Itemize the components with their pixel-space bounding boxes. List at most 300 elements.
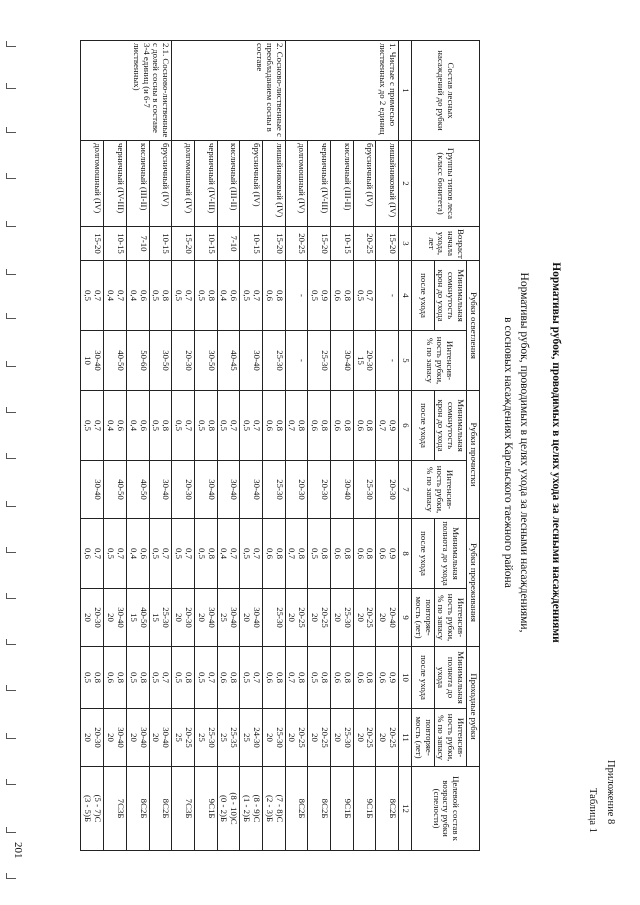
table-row: [104, 41, 127, 851]
value-cell: [194, 767, 217, 851]
value-cell: [285, 391, 308, 461]
value-cell: [104, 461, 127, 519]
start-age-cell: 15-20: [262, 227, 285, 261]
table-row: [308, 41, 331, 851]
cell-value: 0,8: [274, 548, 285, 560]
cell-value: 25-35: [229, 727, 240, 748]
cell-value: 0,5: [174, 672, 185, 684]
cell-value: 0,5: [310, 548, 321, 560]
cell-value: 20: [332, 613, 343, 622]
appendix-label: Приложение 8: [605, 760, 616, 825]
header-group-osvetlenie: Рубки осветления: [467, 261, 480, 391]
column-number: 3: [399, 227, 412, 261]
main-title: Нормативы рубок, проводимых в целях ухода за лесными насаждениями: [550, 262, 562, 643]
cell-value: 0,5: [242, 548, 253, 560]
value-cell: [81, 767, 104, 851]
cell-value: 0,7: [115, 548, 126, 560]
cell-value: 0,4: [219, 548, 230, 560]
cell-value: 20: [332, 733, 343, 742]
value-cell: [172, 461, 195, 519]
cell-value: 0,8: [93, 672, 104, 684]
cell-value: 30-40: [93, 350, 104, 371]
cell-value: 0,6: [310, 420, 321, 431]
cell-value: 0,4: [106, 290, 116, 301]
value-cell: [353, 519, 376, 589]
value-cell: [308, 331, 331, 391]
cell-value: 8С2Б: [138, 798, 149, 819]
subtitle-line-1: Нормативы рубок, проводимых в целях ухода за лесными насаждениями,: [518, 272, 530, 633]
header-group-prorezhivanie: Рубки прореживания: [467, 519, 480, 647]
value-cell: [104, 331, 127, 391]
forest-type-cell: брусничный (IV): [149, 141, 172, 227]
value-cell: [126, 767, 149, 851]
value-cell: [308, 391, 331, 461]
table-row: [240, 41, 263, 851]
cell-value: 0,7: [365, 290, 376, 301]
cell-value: 0,6: [264, 290, 275, 301]
start-age-cell: 10-15: [149, 227, 172, 261]
cell-value: 30-40: [342, 479, 353, 500]
value-cell: [217, 767, 240, 851]
cell-value: -: [388, 359, 399, 362]
value-cell: [240, 709, 263, 767]
table-row: [331, 41, 354, 851]
cell-value: 0,9: [320, 290, 331, 301]
value-cell: [262, 767, 285, 851]
cell-value: 0,8: [206, 548, 217, 560]
forest-type-cell: черничный (IV-III): [194, 141, 217, 227]
cell-value: 30-40: [161, 727, 172, 748]
cell-value: 0,5: [355, 290, 366, 301]
cell-value: 0,5: [106, 548, 116, 560]
header-intensity: Интенсив-ность рубки, % по запасу: [434, 589, 467, 647]
value-cell: [81, 647, 104, 709]
value-cell: [285, 461, 308, 519]
value-cell: [149, 461, 172, 519]
value-cell: [126, 709, 149, 767]
cell-value: 0,4: [128, 290, 139, 301]
cell-value: 20-25: [365, 727, 376, 748]
cell-value: 15: [128, 613, 139, 622]
cell-value: 0,6: [264, 420, 275, 431]
forest-type-cell: лишайниковый (IV): [262, 141, 285, 227]
cell-value: 0,7: [206, 672, 217, 684]
cell-value: 0,6: [264, 672, 275, 684]
value-cell: [81, 461, 104, 519]
header-intensity: Интенсив-ность рубки, % по запасу: [411, 331, 466, 391]
cell-value: 20: [310, 613, 321, 622]
cell-value: 15: [151, 613, 162, 622]
value-cell: [104, 589, 127, 647]
forest-type-cell: долгомошный (IV): [285, 141, 308, 227]
cell-value: 20: [174, 613, 185, 622]
value-cell: [262, 589, 285, 647]
value-cell: [126, 331, 149, 391]
value-cell: [376, 767, 399, 851]
start-age-cell: 15-20: [172, 227, 195, 261]
forest-type-cell: кисличный (III-II): [126, 141, 149, 227]
cell-value: 0,7: [93, 548, 104, 560]
cell-value: 8С2Б: [297, 798, 308, 819]
value-cell: [104, 709, 127, 767]
value-cell: [126, 461, 149, 519]
cell-value: 0,6: [332, 672, 343, 684]
value-cell: [172, 647, 195, 709]
value-cell: [172, 391, 195, 461]
value-cell: [285, 647, 308, 709]
cell-value: 0,8: [342, 672, 353, 684]
value-cell: [194, 709, 217, 767]
value-cell: [353, 767, 376, 851]
header-target-composition: Целевой состав к возрасту рубки (спелости): [411, 767, 479, 851]
value-cell: [240, 261, 263, 331]
cell-value: 0,6: [355, 548, 366, 560]
value-cell: [262, 709, 285, 767]
cell-value: 0,6: [332, 548, 343, 560]
value-cell: [308, 767, 331, 851]
value-cell: [126, 647, 149, 709]
cell-value: 0,5: [196, 672, 207, 684]
cell-value: 20-25: [388, 727, 399, 748]
value-cell: [149, 709, 172, 767]
cell-value: 25: [219, 613, 230, 622]
column-number: 7: [399, 461, 412, 519]
cell-value: 0,4: [128, 548, 139, 560]
value-cell: [172, 589, 195, 647]
cell-value: 0,8: [183, 672, 194, 684]
value-cell: [331, 589, 354, 647]
start-age-cell: 10-15: [240, 227, 263, 261]
header-group-prohodnye: Проходные рубки: [467, 647, 480, 767]
value-cell: [104, 647, 127, 709]
cell-value: 0,8: [229, 672, 240, 684]
value-cell: [240, 461, 263, 519]
header-min-density: Минимальная полнота до ухода: [434, 647, 467, 709]
cell-value: 0,6: [83, 548, 94, 560]
cell-value: 0,8: [138, 672, 149, 684]
value-cell: [240, 391, 263, 461]
cell-value: 0,5: [242, 420, 253, 431]
start-age-cell: 10-15: [194, 227, 217, 261]
value-cell: [217, 519, 240, 589]
value-cell: [194, 589, 217, 647]
cell-value: 30-40: [206, 479, 217, 500]
cell-value: 0,7: [93, 420, 104, 431]
cell-value: 0,8: [297, 672, 308, 684]
cell-value: 0,5: [196, 420, 207, 431]
value-cell: [149, 589, 172, 647]
value-cell: [126, 519, 149, 589]
cell-value: 20-25: [365, 607, 376, 628]
cell-value: 0,6: [138, 420, 149, 431]
value-cell: [262, 647, 285, 709]
start-age-cell: 20-25: [353, 227, 376, 261]
cell-value: 0,9: [388, 420, 399, 431]
cell-value: 9С1Б: [206, 798, 217, 819]
cell-value: 0,5: [196, 548, 207, 560]
column-number: 2: [399, 141, 412, 227]
table-row: [353, 41, 376, 851]
value-cell: [217, 709, 240, 767]
cell-value: 0,5: [174, 420, 185, 431]
cell-value: 0,7: [229, 420, 240, 431]
cell-value: 0,5: [310, 672, 321, 684]
cell-value: 0,5: [242, 290, 253, 301]
start-age-cell: 7-10: [126, 227, 149, 261]
cell-value: 0,8: [161, 420, 172, 431]
cell-value: 20-30: [388, 479, 399, 500]
subtitle-line-2: в сосновых насаждениях Карельского таежного района: [502, 317, 514, 588]
cell-value: 30-40: [342, 350, 353, 371]
value-cell: [81, 589, 104, 647]
table-row: [285, 41, 308, 851]
value-cell: [376, 589, 399, 647]
value-cell: [331, 331, 354, 391]
cell-value: 30-40: [138, 727, 149, 748]
column-number: 11: [399, 709, 412, 767]
cell-value: 30-40: [206, 607, 217, 628]
cell-value: 7С3Б: [183, 798, 194, 819]
cell-value: 15: [355, 356, 366, 365]
cell-value: 25-30: [342, 607, 353, 628]
value-cell: [126, 261, 149, 331]
value-cell: [149, 519, 172, 589]
cell-value: 0,8: [365, 420, 376, 431]
cell-value: 0,5: [174, 290, 185, 301]
value-cell: [81, 331, 104, 391]
start-age-cell: 15-20: [308, 227, 331, 261]
cell-value: (7 - 8)С: [274, 794, 285, 823]
cell-value: 20: [106, 733, 116, 742]
cell-value: 0,8: [206, 420, 217, 431]
value-cell: [217, 391, 240, 461]
cell-value: 0,6: [106, 672, 116, 684]
header-min-density: Минимальная полнота до ухода: [434, 519, 467, 589]
value-cell: [376, 519, 399, 589]
cell-value: 0,4: [219, 290, 230, 301]
cell-value: 25: [219, 733, 230, 742]
value-cell: [149, 331, 172, 391]
value-cell: [194, 261, 217, 331]
cell-value: 20: [196, 613, 207, 622]
cell-value: 20-40: [388, 607, 399, 628]
value-cell: [240, 647, 263, 709]
cell-value: 0,4: [106, 420, 116, 431]
cell-value: 8С2Б: [320, 798, 331, 819]
cell-value: 0,7: [183, 290, 194, 301]
table-row: [81, 41, 104, 851]
column-number: 5: [399, 331, 412, 391]
forest-type-cell: брусничный (IV): [240, 141, 263, 227]
cell-value: 0,9: [388, 548, 399, 560]
value-cell: [353, 461, 376, 519]
cell-value: 0,7: [287, 548, 298, 560]
value-cell: [331, 767, 354, 851]
cell-value: 0,6: [355, 672, 366, 684]
header-group-prochistka: Рубки прочистки: [467, 391, 480, 519]
cell-value: 0,8: [274, 420, 285, 431]
cell-value: 0,6: [264, 548, 275, 560]
value-cell: [331, 519, 354, 589]
value-cell: [376, 709, 399, 767]
cell-value: (5 - 7)С: [93, 794, 104, 823]
cell-value: 30-40: [229, 479, 240, 500]
table-label: Таблица 1: [587, 788, 598, 833]
cell-value: -: [388, 294, 399, 297]
cell-value: 24-30: [251, 727, 262, 748]
value-cell: [376, 331, 399, 391]
value-cell: [104, 391, 127, 461]
value-cell: [353, 331, 376, 391]
header-after-care: после ухода: [411, 519, 434, 589]
cell-value: 30-40: [251, 350, 262, 371]
cell-value: 0,7: [378, 420, 389, 431]
cell-value: 0,7: [287, 672, 298, 684]
start-age-cell: 7-10: [217, 227, 240, 261]
cell-value: 25-30: [274, 607, 285, 628]
cell-value: 0,6: [229, 290, 240, 301]
value-cell: [194, 331, 217, 391]
cell-value: 40-50: [115, 479, 126, 500]
cell-value: 0,8: [342, 420, 353, 431]
value-cell: [353, 391, 376, 461]
cell-value: 0,8: [161, 290, 172, 301]
cell-value: 30-40: [115, 607, 126, 628]
value-cell: [126, 391, 149, 461]
cell-value: 20-25: [297, 607, 308, 628]
norms-table: [80, 40, 480, 851]
cell-value: 0,5: [219, 420, 230, 431]
cell-value: 0,8: [342, 290, 353, 301]
forest-type-cell: долгомошный (IV): [172, 141, 195, 227]
cell-value: 20: [83, 613, 94, 622]
value-cell: [308, 261, 331, 331]
value-cell: [353, 261, 376, 331]
cell-value: 40-50: [115, 350, 126, 371]
cell-value: 25: [242, 733, 253, 742]
cell-value: 9С1Б: [365, 798, 376, 819]
cell-value: 20-30: [93, 607, 104, 628]
cell-value: 0,8: [320, 548, 331, 560]
cell-value: 0,5: [174, 548, 185, 560]
cell-value: 0,5: [83, 672, 94, 684]
cell-value: (2 - 3)Б: [264, 795, 275, 823]
cell-value: 0,8: [206, 290, 217, 301]
value-cell: [149, 391, 172, 461]
header-repeat-years: повторяе-мость (лет): [411, 589, 434, 647]
value-cell: [149, 647, 172, 709]
value-cell: [262, 461, 285, 519]
value-cell: [285, 767, 308, 851]
cell-value: 0,5: [83, 290, 94, 301]
cell-value: 0,7: [287, 420, 298, 431]
section-composition: 1. Чистые с примесью лиственных до 2 единиц: [285, 41, 398, 141]
forest-type-cell: черничный (IV-III): [104, 141, 127, 227]
header-after-care: после ухода: [411, 261, 434, 331]
header-forest-type: Группы типов леса (класс бонитета): [411, 141, 479, 227]
cell-value: 25-30: [161, 607, 172, 628]
cell-value: 0,8: [297, 420, 308, 431]
table-row: [262, 41, 285, 851]
value-cell: [104, 767, 127, 851]
cell-value: 20: [355, 613, 366, 622]
cell-value: 0,8: [365, 672, 376, 684]
cell-value: 0,9: [388, 672, 399, 684]
cell-value: 0,7: [93, 290, 104, 301]
cell-value: 20-25: [183, 727, 194, 748]
value-cell: [262, 391, 285, 461]
table-row: [126, 41, 149, 851]
cell-value: 40-50: [138, 607, 149, 628]
start-age-cell: 10-15: [331, 227, 354, 261]
value-cell: [217, 331, 240, 391]
value-cell: [331, 647, 354, 709]
value-cell: [81, 709, 104, 767]
cell-value: 0,8: [115, 672, 126, 684]
value-cell: [217, 261, 240, 331]
cell-value: 0,7: [251, 672, 262, 684]
value-cell: [194, 519, 217, 589]
cell-value: 0,6: [138, 548, 149, 560]
header-min-crown-closure: Минимальная сомкнутость крон до ухода: [434, 261, 467, 331]
value-cell: [240, 519, 263, 589]
cell-value: (8 - 9)С: [251, 794, 262, 823]
cell-value: 20-30: [183, 479, 194, 500]
cell-value: 0,8: [274, 290, 285, 301]
section-composition: 2.1. Сосново-лиственные с долей сосны в составе 3-4 единиц (и 6-7 лиственных): [81, 41, 172, 141]
value-cell: [240, 767, 263, 851]
cell-value: 0,7: [229, 548, 240, 560]
value-cell: [104, 519, 127, 589]
cell-value: 0,4: [128, 420, 139, 431]
forest-type-cell: кисличный (III-II): [331, 141, 354, 227]
value-cell: [126, 589, 149, 647]
cell-value: 30-40: [93, 479, 104, 500]
cell-value: 20-25: [320, 727, 331, 748]
cell-value: 25-30: [274, 350, 285, 371]
value-cell: [308, 647, 331, 709]
cell-value: 10: [83, 356, 94, 365]
value-cell: [149, 767, 172, 851]
value-cell: [149, 261, 172, 331]
forest-type-cell: черничный (IV-III): [308, 141, 331, 227]
value-cell: [172, 331, 195, 391]
cell-value: 0,5: [310, 290, 321, 301]
column-number: 4: [399, 261, 412, 331]
cell-value: 0,6: [115, 420, 126, 431]
cell-value: 20-30: [320, 479, 331, 500]
cell-value: 25: [196, 733, 207, 742]
start-age-cell: 20-25: [285, 227, 308, 261]
start-age-cell: 15-20: [81, 227, 104, 261]
value-cell: [353, 709, 376, 767]
cell-value: 0,5: [83, 420, 94, 431]
cell-value: 20: [378, 613, 389, 622]
table-row: [217, 41, 240, 851]
column-number: 6: [399, 391, 412, 461]
header-intensity: Интенсив-ность рубки, % по запасу: [411, 461, 466, 519]
value-cell: [172, 519, 195, 589]
cell-value: 20: [106, 613, 116, 622]
value-cell: [331, 261, 354, 331]
column-number: 10: [399, 647, 412, 709]
value-cell: [285, 589, 308, 647]
cell-value: 20-30: [297, 479, 308, 500]
cell-value: 20-25: [320, 607, 331, 628]
column-number: 1: [399, 41, 412, 141]
cell-value: 20: [287, 733, 298, 742]
cell-value: 0,7: [251, 548, 262, 560]
